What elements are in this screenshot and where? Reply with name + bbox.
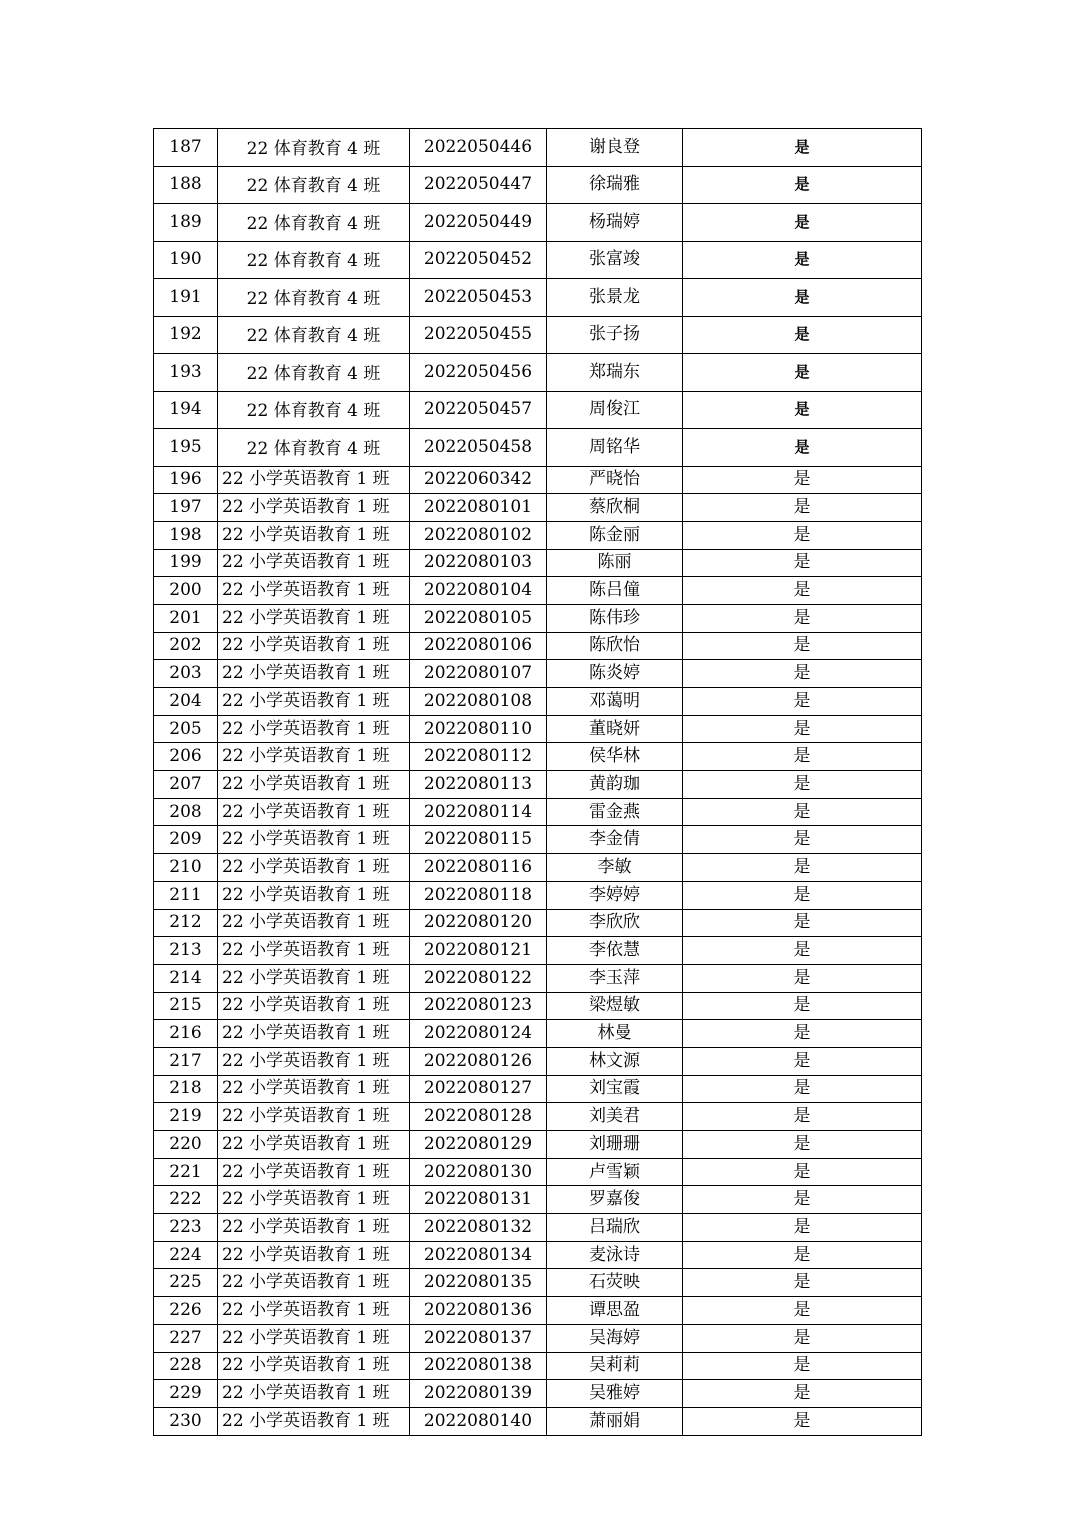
class-name: 22 小学英语教育 1 班	[218, 1047, 410, 1075]
student-name: 刘美君	[547, 1103, 683, 1131]
table-row	[154, 1186, 922, 1214]
student-id: 2022080115	[410, 826, 547, 854]
student-id: 2022050449	[410, 204, 547, 242]
status-cell: 是	[683, 1241, 922, 1269]
status-cell: 是	[683, 204, 922, 242]
row-number: 210	[154, 854, 218, 882]
student-id: 2022050457	[410, 391, 547, 429]
row-number: 200	[154, 577, 218, 605]
table-row	[154, 521, 922, 549]
class-name: 22 小学英语教育 1 班	[218, 1186, 410, 1214]
student-id: 2022080123	[410, 992, 547, 1020]
table-row	[154, 881, 922, 909]
student-id: 2022080107	[410, 660, 547, 688]
table-row	[154, 632, 922, 660]
table-row	[154, 1047, 922, 1075]
student-name: 谭思盈	[547, 1297, 683, 1325]
class-name: 22 小学英语教育 1 班	[218, 826, 410, 854]
status-cell: 是	[683, 688, 922, 716]
table-row	[154, 494, 922, 522]
status-cell: 是	[683, 937, 922, 965]
class-name: 22 体育教育 4 班	[218, 241, 410, 279]
class-name: 22 小学英语教育 1 班	[218, 688, 410, 716]
student-name: 陈欣怡	[547, 632, 683, 660]
class-name: 22 小学英语教育 1 班	[218, 1020, 410, 1048]
class-name: 22 小学英语教育 1 班	[218, 743, 410, 771]
status-cell: 是	[683, 391, 922, 429]
student-id: 2022080138	[410, 1352, 547, 1380]
student-id: 2022080118	[410, 881, 547, 909]
row-number: 222	[154, 1186, 218, 1214]
class-name: 22 体育教育 4 班	[218, 129, 410, 167]
student-id: 2022080134	[410, 1241, 547, 1269]
table-row	[154, 1324, 922, 1352]
row-number: 194	[154, 391, 218, 429]
row-number: 202	[154, 632, 218, 660]
table-row	[154, 577, 922, 605]
student-id: 2022080132	[410, 1214, 547, 1242]
student-id: 2022080135	[410, 1269, 547, 1297]
class-name: 22 小学英语教育 1 班	[218, 632, 410, 660]
table-row	[154, 354, 922, 392]
row-number: 229	[154, 1380, 218, 1408]
table-row	[154, 241, 922, 279]
student-name: 严晓怡	[547, 466, 683, 494]
student-name: 蔡欣桐	[547, 494, 683, 522]
class-name: 22 小学英语教育 1 班	[218, 1407, 410, 1435]
student-name: 雷金燕	[547, 798, 683, 826]
table-row	[154, 798, 922, 826]
student-id: 2022080105	[410, 604, 547, 632]
table-row	[154, 1214, 922, 1242]
table-row	[154, 1297, 922, 1325]
status-cell: 是	[683, 1214, 922, 1242]
student-id: 2022080124	[410, 1020, 547, 1048]
student-id: 2022080104	[410, 577, 547, 605]
student-name: 李婷婷	[547, 881, 683, 909]
student-name: 陈金丽	[547, 521, 683, 549]
table-row	[154, 604, 922, 632]
row-number: 196	[154, 466, 218, 494]
status-cell: 是	[683, 129, 922, 167]
student-id: 2022080128	[410, 1103, 547, 1131]
student-name: 石荧映	[547, 1269, 683, 1297]
row-number: 212	[154, 909, 218, 937]
table-row	[154, 1269, 922, 1297]
status-cell: 是	[683, 549, 922, 577]
class-name: 22 体育教育 4 班	[218, 316, 410, 354]
class-name: 22 小学英语教育 1 班	[218, 577, 410, 605]
table-row	[154, 688, 922, 716]
status-cell: 是	[683, 241, 922, 279]
student-id: 2022080140	[410, 1407, 547, 1435]
class-name: 22 小学英语教育 1 班	[218, 1075, 410, 1103]
row-number: 213	[154, 937, 218, 965]
status-cell: 是	[683, 166, 922, 204]
status-cell: 是	[683, 771, 922, 799]
table-row	[154, 660, 922, 688]
class-name: 22 小学英语教育 1 班	[218, 521, 410, 549]
class-name: 22 小学英语教育 1 班	[218, 992, 410, 1020]
table-row	[154, 1075, 922, 1103]
status-cell: 是	[683, 743, 922, 771]
student-name: 董晓妍	[547, 715, 683, 743]
row-number: 216	[154, 1020, 218, 1048]
status-cell: 是	[683, 604, 922, 632]
roster-table	[153, 128, 922, 1436]
row-number: 195	[154, 429, 218, 467]
class-name: 22 小学英语教育 1 班	[218, 604, 410, 632]
status-cell: 是	[683, 1352, 922, 1380]
table-row	[154, 1380, 922, 1408]
table-row	[154, 429, 922, 467]
row-number: 203	[154, 660, 218, 688]
student-name: 李依慧	[547, 937, 683, 965]
class-name: 22 小学英语教育 1 班	[218, 1324, 410, 1352]
student-id: 2022080114	[410, 798, 547, 826]
class-name: 22 小学英语教育 1 班	[218, 1380, 410, 1408]
student-name: 吴雅婷	[547, 1380, 683, 1408]
student-id: 2022050453	[410, 279, 547, 317]
student-name: 吴海婷	[547, 1324, 683, 1352]
table-row	[154, 129, 922, 167]
status-cell: 是	[683, 1186, 922, 1214]
row-number: 190	[154, 241, 218, 279]
row-number: 188	[154, 166, 218, 204]
class-name: 22 体育教育 4 班	[218, 166, 410, 204]
student-id: 2022080121	[410, 937, 547, 965]
student-name: 罗嘉俊	[547, 1186, 683, 1214]
student-name: 谢良登	[547, 129, 683, 167]
student-id: 2022050456	[410, 354, 547, 392]
status-cell: 是	[683, 992, 922, 1020]
table-row	[154, 992, 922, 1020]
status-cell: 是	[683, 881, 922, 909]
table-row	[154, 937, 922, 965]
student-name: 张景龙	[547, 279, 683, 317]
row-number: 207	[154, 771, 218, 799]
status-cell: 是	[683, 964, 922, 992]
status-cell: 是	[683, 494, 922, 522]
table-row	[154, 1241, 922, 1269]
student-id: 2022050455	[410, 316, 547, 354]
student-id: 2022080126	[410, 1047, 547, 1075]
table-row	[154, 1103, 922, 1131]
row-number: 223	[154, 1214, 218, 1242]
row-number: 206	[154, 743, 218, 771]
student-name: 林文源	[547, 1047, 683, 1075]
student-id: 2022080122	[410, 964, 547, 992]
student-name: 刘珊珊	[547, 1131, 683, 1159]
table-row	[154, 964, 922, 992]
table-row	[154, 909, 922, 937]
student-name: 麦泳诗	[547, 1241, 683, 1269]
student-id: 2022080106	[410, 632, 547, 660]
row-number: 191	[154, 279, 218, 317]
row-number: 197	[154, 494, 218, 522]
table-row	[154, 715, 922, 743]
status-cell: 是	[683, 316, 922, 354]
status-cell: 是	[683, 1047, 922, 1075]
student-name: 刘宝霞	[547, 1075, 683, 1103]
class-name: 22 小学英语教育 1 班	[218, 854, 410, 882]
student-id: 2022050458	[410, 429, 547, 467]
class-name: 22 小学英语教育 1 班	[218, 1103, 410, 1131]
student-name: 林曼	[547, 1020, 683, 1048]
row-number: 217	[154, 1047, 218, 1075]
student-id: 2022080113	[410, 771, 547, 799]
table-row	[154, 854, 922, 882]
student-id: 2022080101	[410, 494, 547, 522]
table-row	[154, 279, 922, 317]
student-id: 2022050447	[410, 166, 547, 204]
table-row	[154, 316, 922, 354]
status-cell: 是	[683, 1131, 922, 1159]
student-id: 2022080120	[410, 909, 547, 937]
row-number: 221	[154, 1158, 218, 1186]
row-number: 199	[154, 549, 218, 577]
status-cell: 是	[683, 354, 922, 392]
student-id: 2022080129	[410, 1131, 547, 1159]
student-name: 吴莉莉	[547, 1352, 683, 1380]
row-number: 208	[154, 798, 218, 826]
class-name: 22 小学英语教育 1 班	[218, 909, 410, 937]
table-row	[154, 166, 922, 204]
student-id: 2022080130	[410, 1158, 547, 1186]
status-cell: 是	[683, 466, 922, 494]
student-id: 2022080112	[410, 743, 547, 771]
student-name: 黄韵珈	[547, 771, 683, 799]
row-number: 218	[154, 1075, 218, 1103]
class-name: 22 小学英语教育 1 班	[218, 964, 410, 992]
row-number: 211	[154, 881, 218, 909]
status-cell: 是	[683, 1380, 922, 1408]
row-number: 227	[154, 1324, 218, 1352]
row-number: 189	[154, 204, 218, 242]
class-name: 22 小学英语教育 1 班	[218, 1352, 410, 1380]
row-number: 209	[154, 826, 218, 854]
status-cell: 是	[683, 1075, 922, 1103]
student-id: 2022080131	[410, 1186, 547, 1214]
student-name: 李欣欣	[547, 909, 683, 937]
student-name: 卢雪颖	[547, 1158, 683, 1186]
student-id: 2022080102	[410, 521, 547, 549]
status-cell: 是	[683, 1020, 922, 1048]
class-name: 22 小学英语教育 1 班	[218, 1214, 410, 1242]
student-id: 2022060342	[410, 466, 547, 494]
student-id: 2022080136	[410, 1297, 547, 1325]
class-name: 22 小学英语教育 1 班	[218, 937, 410, 965]
student-id: 2022080139	[410, 1380, 547, 1408]
status-cell: 是	[683, 798, 922, 826]
row-number: 205	[154, 715, 218, 743]
class-name: 22 小学英语教育 1 班	[218, 466, 410, 494]
class-name: 22 体育教育 4 班	[218, 429, 410, 467]
row-number: 201	[154, 604, 218, 632]
student-name: 郑瑞东	[547, 354, 683, 392]
class-name: 22 小学英语教育 1 班	[218, 798, 410, 826]
table-row	[154, 826, 922, 854]
row-number: 228	[154, 1352, 218, 1380]
status-cell: 是	[683, 521, 922, 549]
class-name: 22 小学英语教育 1 班	[218, 660, 410, 688]
class-name: 22 小学英语教育 1 班	[218, 1131, 410, 1159]
student-id: 2022080103	[410, 549, 547, 577]
status-cell: 是	[683, 1269, 922, 1297]
status-cell: 是	[683, 854, 922, 882]
class-name: 22 小学英语教育 1 班	[218, 771, 410, 799]
row-number: 214	[154, 964, 218, 992]
row-number: 215	[154, 992, 218, 1020]
status-cell: 是	[683, 1158, 922, 1186]
student-id: 2022050446	[410, 129, 547, 167]
student-name: 张富竣	[547, 241, 683, 279]
student-id: 2022080116	[410, 854, 547, 882]
table-row	[154, 466, 922, 494]
class-name: 22 体育教育 4 班	[218, 279, 410, 317]
status-cell: 是	[683, 715, 922, 743]
status-cell: 是	[683, 1324, 922, 1352]
row-number: 220	[154, 1131, 218, 1159]
row-number: 219	[154, 1103, 218, 1131]
table-row	[154, 1158, 922, 1186]
status-cell: 是	[683, 1407, 922, 1435]
roster-body	[154, 129, 922, 1436]
status-cell: 是	[683, 429, 922, 467]
class-name: 22 小学英语教育 1 班	[218, 1297, 410, 1325]
student-id: 2022080137	[410, 1324, 547, 1352]
student-id: 2022080110	[410, 715, 547, 743]
student-name: 陈伟珍	[547, 604, 683, 632]
class-name: 22 体育教育 4 班	[218, 391, 410, 429]
student-name: 李敏	[547, 854, 683, 882]
status-cell: 是	[683, 632, 922, 660]
class-name: 22 体育教育 4 班	[218, 204, 410, 242]
table-row	[154, 1131, 922, 1159]
status-cell: 是	[683, 279, 922, 317]
student-name: 侯华林	[547, 743, 683, 771]
row-number: 226	[154, 1297, 218, 1325]
row-number: 230	[154, 1407, 218, 1435]
class-name: 22 小学英语教育 1 班	[218, 881, 410, 909]
table-row	[154, 549, 922, 577]
status-cell: 是	[683, 660, 922, 688]
student-id: 2022080108	[410, 688, 547, 716]
student-id: 2022080127	[410, 1075, 547, 1103]
student-name: 陈丽	[547, 549, 683, 577]
student-name: 徐瑞雅	[547, 166, 683, 204]
row-number: 187	[154, 129, 218, 167]
student-name: 杨瑞婷	[547, 204, 683, 242]
row-number: 204	[154, 688, 218, 716]
student-id: 2022050452	[410, 241, 547, 279]
class-name: 22 小学英语教育 1 班	[218, 1241, 410, 1269]
student-name: 李金倩	[547, 826, 683, 854]
table-row	[154, 391, 922, 429]
student-name: 李玉萍	[547, 964, 683, 992]
status-cell: 是	[683, 909, 922, 937]
student-name: 吕瑞欣	[547, 1214, 683, 1242]
student-name: 周铭华	[547, 429, 683, 467]
row-number: 198	[154, 521, 218, 549]
student-name: 陈炎婷	[547, 660, 683, 688]
student-name: 陈吕僮	[547, 577, 683, 605]
status-cell: 是	[683, 577, 922, 605]
class-name: 22 小学英语教育 1 班	[218, 1158, 410, 1186]
row-number: 224	[154, 1241, 218, 1269]
table-row	[154, 1407, 922, 1435]
class-name: 22 小学英语教育 1 班	[218, 1269, 410, 1297]
class-name: 22 体育教育 4 班	[218, 354, 410, 392]
row-number: 193	[154, 354, 218, 392]
student-name: 张子扬	[547, 316, 683, 354]
student-name: 邓蔼明	[547, 688, 683, 716]
table-row	[154, 1352, 922, 1380]
table-row	[154, 1020, 922, 1048]
student-name: 梁煜敏	[547, 992, 683, 1020]
row-number: 192	[154, 316, 218, 354]
table-row	[154, 204, 922, 242]
class-name: 22 小学英语教育 1 班	[218, 494, 410, 522]
table-row	[154, 743, 922, 771]
student-name: 萧丽娟	[547, 1407, 683, 1435]
status-cell: 是	[683, 1297, 922, 1325]
row-number: 225	[154, 1269, 218, 1297]
class-name: 22 小学英语教育 1 班	[218, 715, 410, 743]
student-name: 周俊江	[547, 391, 683, 429]
table-row	[154, 771, 922, 799]
class-name: 22 小学英语教育 1 班	[218, 549, 410, 577]
status-cell: 是	[683, 1103, 922, 1131]
status-cell: 是	[683, 826, 922, 854]
